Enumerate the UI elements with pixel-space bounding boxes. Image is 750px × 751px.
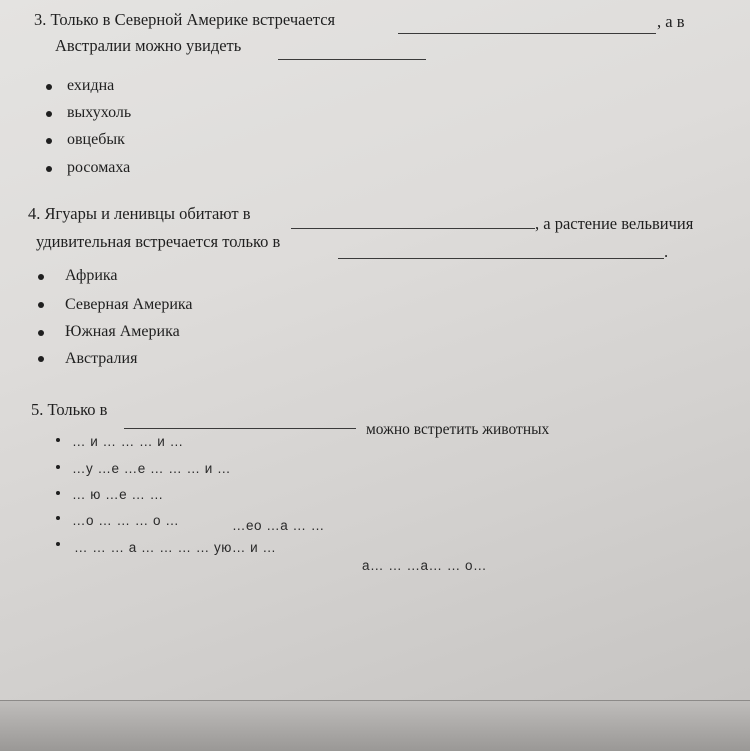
bullet-icon: [56, 465, 60, 469]
q3-prompt-line1: 3. Только в Северной Америке встречается: [34, 10, 336, 29]
bullet-icon: [46, 84, 52, 90]
device-bottom-edge: [0, 700, 750, 751]
bullet-icon: [56, 438, 60, 442]
q4-prompt-line2: удивительная встречается только в: [36, 232, 281, 251]
q4-answer-blank-2[interactable]: [338, 258, 664, 259]
q5-prompt-end: можно встретить животных: [366, 421, 550, 438]
q5-hint-3: … ю …е … …: [72, 487, 164, 502]
q5-hint-4-extra: …ео …а … …: [232, 518, 325, 533]
q5-hint-4: …о … … … о …: [72, 513, 180, 528]
bullet-icon: [38, 330, 44, 336]
bullet-icon: [38, 302, 44, 308]
q4-option-3: Южная Америка: [65, 323, 180, 340]
q4-prompt-line2-end: .: [664, 242, 669, 261]
bullet-icon: [56, 542, 60, 546]
bullet-icon: [38, 356, 44, 362]
q3-option-4: росомаха: [67, 159, 131, 176]
q3-option-2: выхухоль: [67, 104, 132, 121]
q3-prompt-line2: Австралии можно увидеть: [55, 36, 242, 55]
q5-prompt-start: 5. Только в: [31, 400, 108, 419]
q3-answer-blank-1[interactable]: [398, 33, 656, 34]
q3-answer-blank-2[interactable]: [278, 59, 426, 60]
q4-option-4: Австралия: [65, 350, 138, 367]
q5-hint-5-extra: а… … …а… … о…: [362, 558, 488, 573]
q4-answer-blank-1[interactable]: [291, 228, 535, 229]
bullet-icon: [46, 138, 52, 144]
q4-prompt-line1: 4. Ягуары и ленивцы обитают в: [28, 204, 251, 223]
q3-option-3: овцебык: [67, 131, 125, 148]
q3-option-1: ехидна: [67, 77, 115, 94]
q4-option-1: Африка: [65, 267, 118, 284]
bullet-icon: [56, 516, 60, 520]
q4-prompt-line1-end: , а растение вельвичия: [535, 214, 694, 233]
q5-hint-1: … и … … … и …: [72, 434, 184, 449]
bullet-icon: [38, 274, 44, 280]
q5-hint-2: …у …е …е … … … и …: [72, 461, 232, 476]
q3-prompt-line1-end: , а в: [657, 12, 685, 31]
q4-option-2: Северная Америка: [65, 296, 193, 313]
bullet-icon: [56, 491, 60, 495]
bullet-icon: [46, 111, 52, 117]
q5-hint-5: … … … а … … … … ую… и …: [74, 540, 277, 555]
q5-answer-blank[interactable]: [124, 428, 356, 429]
bullet-icon: [46, 166, 52, 172]
